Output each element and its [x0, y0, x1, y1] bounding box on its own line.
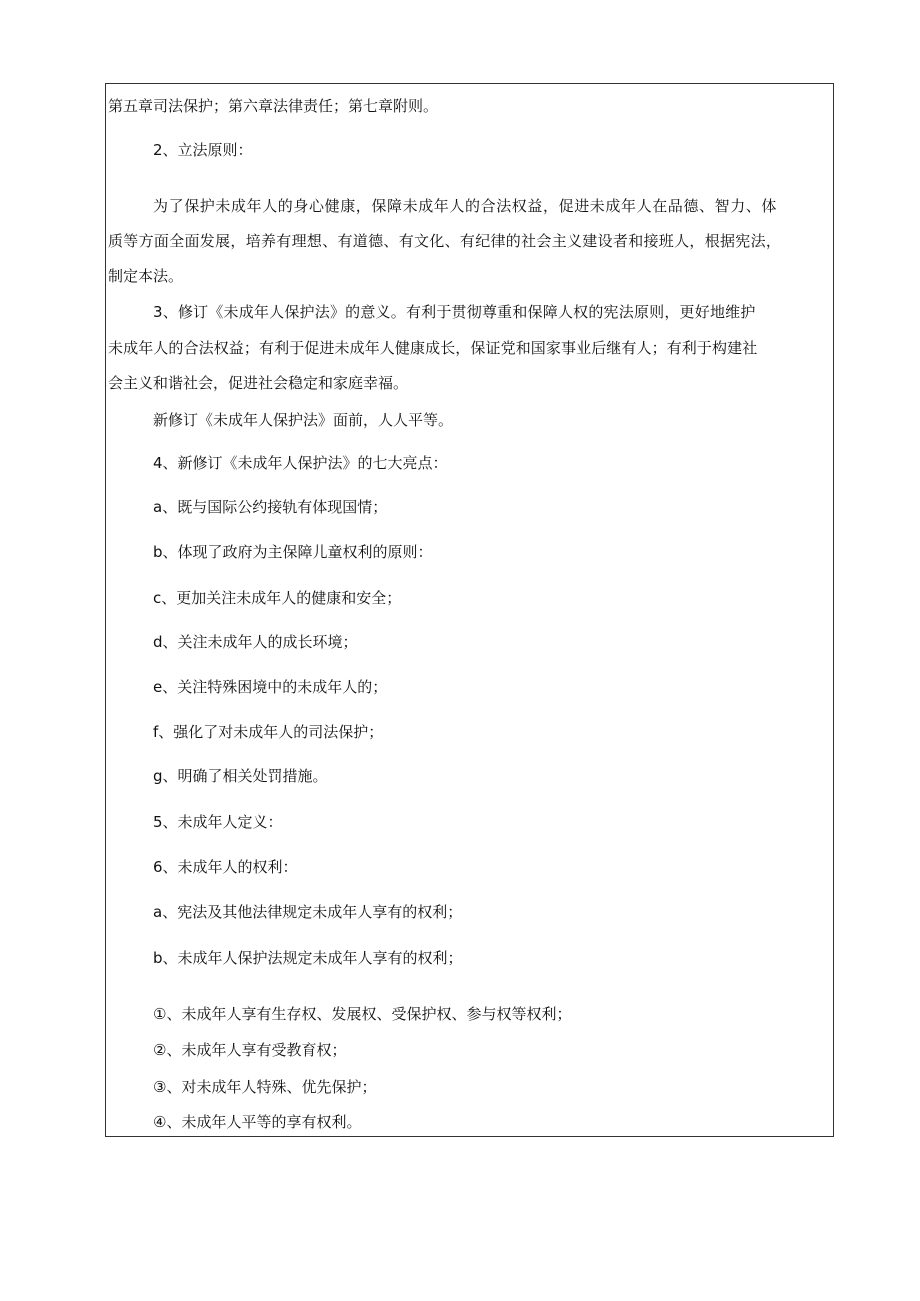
text-line-chapters: 第五章司法保护；第六章法律责任；第七章附则。 [108, 97, 439, 115]
text-line-purpose-3: 制定本法。 [108, 267, 184, 285]
list-item-rights-2: ②、未成年人享有受教育权； [153, 1041, 347, 1059]
heading-minor-rights: 6、未成年人的权利： [153, 858, 298, 876]
text-line-equality: 新修订《未成年人保护法》面前，人人平等。 [153, 411, 454, 429]
text-line-significance-1: 3、修订《未成年人保护法》的意义。有利于贯彻尊重和保障人权的宪法原则，更好地维护 [153, 303, 756, 321]
list-item-rights-b: b、未成年人保护法规定未成年人享有的权利； [153, 949, 463, 967]
list-item-highlight-b: b、体现了政府为主保障儿童权利的原则： [153, 543, 433, 561]
list-item-highlight-d: d、关注未成年人的成长环境； [153, 633, 358, 651]
list-item-highlight-e: e、关注特殊困境中的未成年人的； [153, 678, 388, 696]
list-item-highlight-f: f、强化了对未成年人的司法保护； [153, 723, 384, 741]
list-item-rights-a: a、宪法及其他法律规定未成年人享有的权利； [153, 903, 463, 921]
text-line-purpose-2: 质等方面全面发展，培养有理想、有道德、有文化、有纪律的社会主义建设者和接班人，根据宪法， [108, 232, 782, 250]
list-item-highlight-c: c、更加关注未成年人的健康和安全； [153, 589, 402, 607]
list-item-rights-1: ①、未成年人享有生存权、发展权、受保护权、参与权等权利； [153, 1005, 572, 1023]
heading-minor-definition: 5、未成年人定义： [153, 813, 283, 831]
heading-legislative-principle: 2、立法原则： [153, 141, 253, 159]
text-line-purpose-1: 为了保护未成年人的身心健康，保障未成年人的合法权益，促进未成年人在品德、智力、体 [153, 197, 778, 215]
text-line-significance-3: 会主义和谐社会，促进社会稳定和家庭幸福。 [108, 374, 409, 392]
text-line-significance-2: 未成年人的合法权益；有利于促进未成年人健康成长，保证党和国家事业后继有人；有利于构建社 [108, 339, 758, 357]
list-item-highlight-a: a、既与国际公约接轨有体现国情； [153, 498, 388, 516]
list-item-rights-4: ④、未成年人平等的享有权利。 [153, 1113, 362, 1131]
list-item-rights-3: ③、对未成年人特殊、优先保护； [153, 1078, 377, 1096]
heading-seven-highlights: 4、新修订《未成年人保护法》的七大亮点： [153, 454, 448, 472]
list-item-highlight-g: g、明确了相关处罚措施。 [153, 767, 328, 785]
